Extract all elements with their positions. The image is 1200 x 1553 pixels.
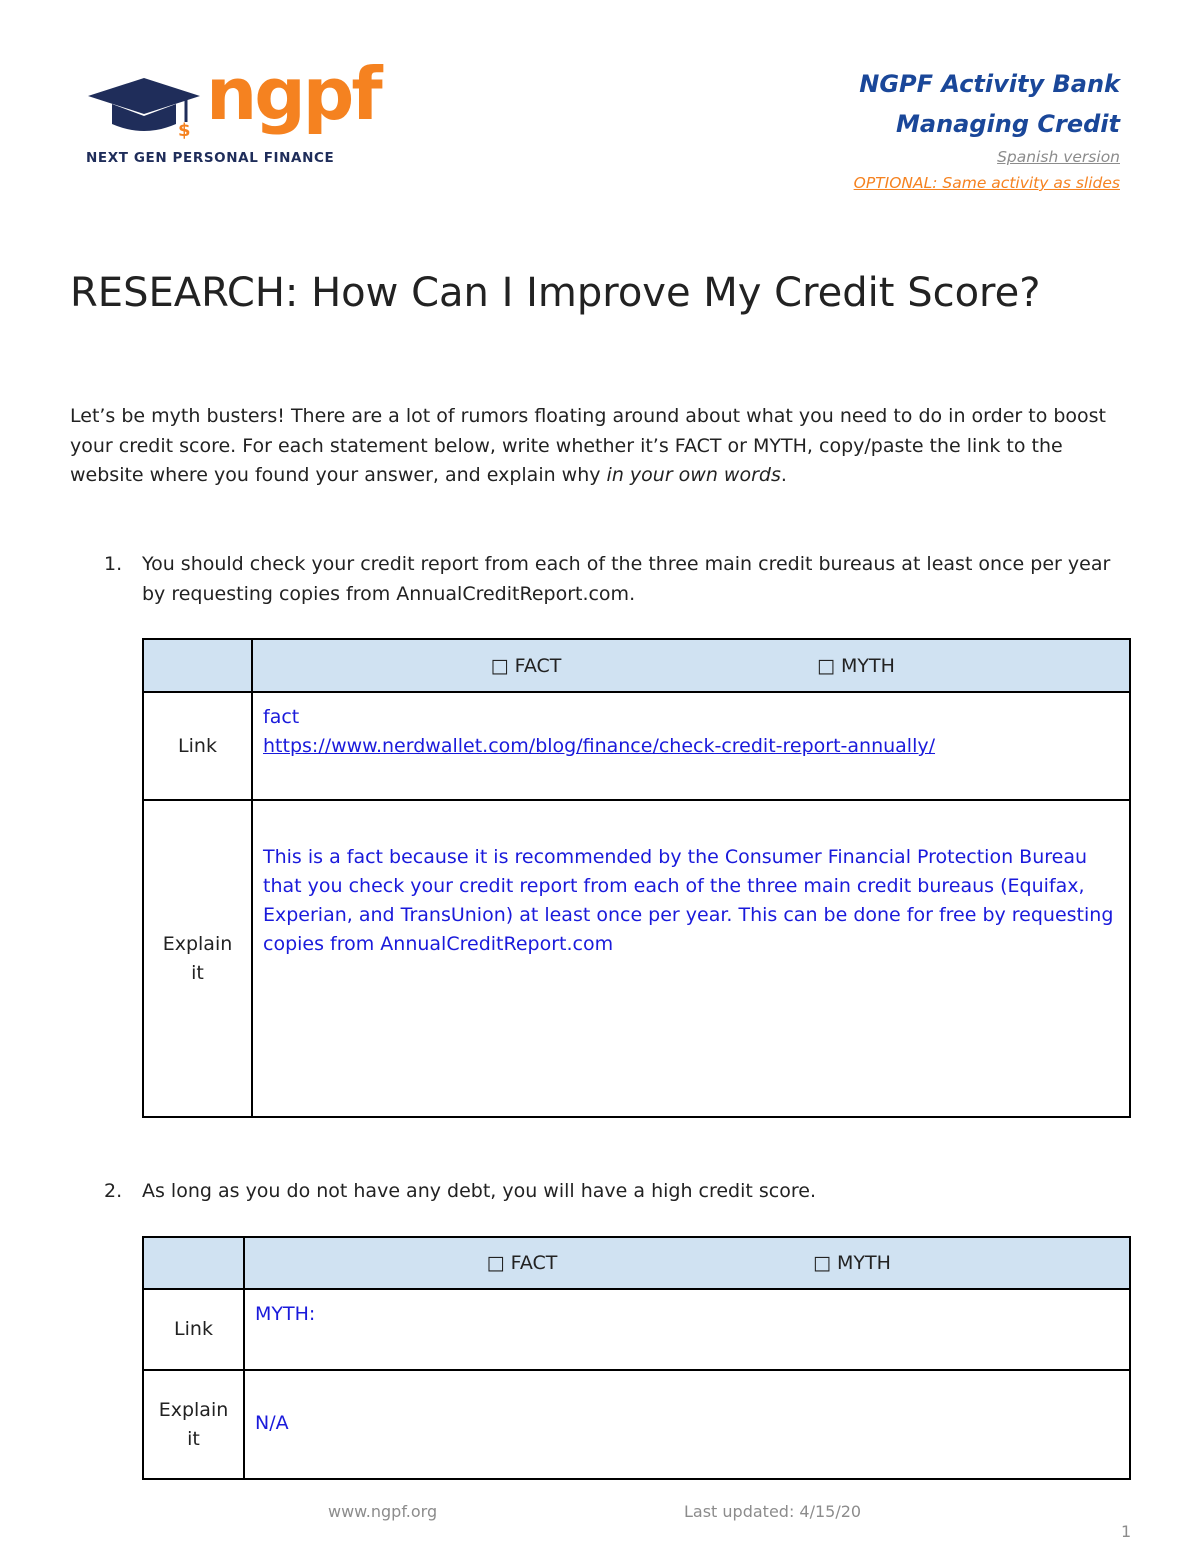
explain-answer[interactable]: This is a fact because it is recommended by the Consumer Financial Protection Bureau that you check your credit report from each of the three main credit bureaus (Equifax, Experian, and TransUnion) at least once per year. This can be done for free by requesting copies from AnnualCreditReport.com <box>252 800 1130 1117</box>
intro-emphasis: in your own words <box>606 464 781 486</box>
link-answer: fact <box>263 706 300 728</box>
graduation-cap-dollar-icon <box>86 74 206 144</box>
table-header-blank <box>143 1237 244 1289</box>
footer-website: www.ngpf.org <box>328 1502 438 1521</box>
link-answer-cell[interactable] <box>252 692 1130 800</box>
answer-table-2 <box>142 1236 1131 1480</box>
intro-end: . <box>780 464 787 486</box>
logo-wordmark: ngpf <box>206 52 380 136</box>
explain-label: Explain it <box>143 800 252 1117</box>
answer-table-1 <box>142 638 1131 1118</box>
link-answer[interactable]: MYTH: <box>244 1289 1130 1370</box>
explain-answer[interactable]: N/A <box>244 1370 1130 1479</box>
explain-label: Explain it <box>143 1370 244 1479</box>
spanish-version-link[interactable]: Spanish version <box>997 148 1120 166</box>
svg-text:$: $ <box>178 120 191 141</box>
page-title: RESEARCH: How Can I Improve My Credit Score? <box>70 270 1041 316</box>
fact-checkbox[interactable]: □ FACT <box>490 654 562 677</box>
myth-checkbox[interactable]: □ MYTH <box>813 1252 891 1274</box>
footer-last-updated: Last updated: 4/15/20 <box>684 1502 862 1521</box>
intro-paragraph <box>70 402 1130 491</box>
logo-tagline: NEXT GEN PERSONAL FINANCE <box>86 150 335 166</box>
unit-title: Managing Credit <box>896 110 1120 138</box>
fact-myth-header <box>252 639 1130 692</box>
myth-checkbox[interactable]: □ MYTH <box>817 654 895 677</box>
question-text: As long as you do not have any debt, you will have a high credit score. <box>142 1180 816 1202</box>
intro-text: Let’s be myth busters! There are a lot of rumors floating around about what you need to do in order to boost your credit score. For each statement below, write whether it’s FACT or MYTH, copy/paste the link to the website where you found your answer, and explain why <box>70 405 1107 486</box>
fact-checkbox[interactable]: □ FACT <box>486 1252 558 1274</box>
question-text: You should check your credit report from each of the three main credit bureaus at least once per year by requesting copies from AnnualCreditReport.com. <box>142 553 1111 605</box>
table-header-blank <box>143 639 252 692</box>
activity-bank-label: NGPF Activity Bank <box>859 70 1120 98</box>
header-info <box>854 64 1120 196</box>
optional-slides-link[interactable]: OPTIONAL: Same activity as slides <box>853 174 1120 192</box>
question-2 <box>104 1177 1124 1207</box>
question-number: 1. <box>104 553 123 575</box>
fact-myth-header <box>244 1237 1130 1289</box>
nerdwallet-link[interactable]: https://www.nerdwallet.com/blog/finance/check-credit-report-annually/ <box>263 735 936 757</box>
question-1 <box>104 550 1124 609</box>
ngpf-logo <box>86 52 386 174</box>
question-number: 2. <box>104 1180 123 1202</box>
link-label: Link <box>143 1289 244 1370</box>
page-number: 1 <box>1121 1522 1132 1541</box>
link-label: Link <box>143 692 252 800</box>
